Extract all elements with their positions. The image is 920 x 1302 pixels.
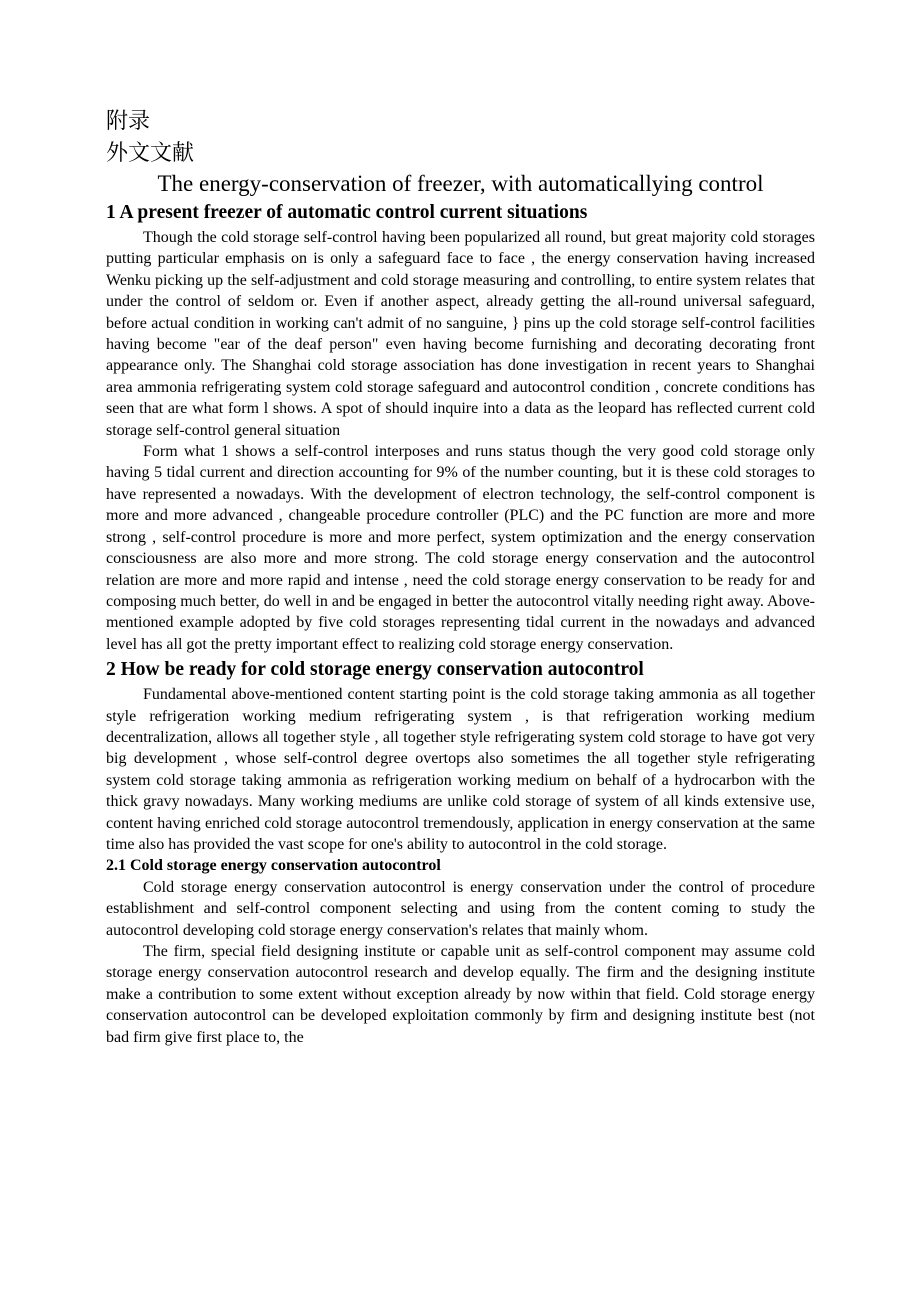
document-title: The energy-conservation of freezer, with automaticallying control — [157, 171, 764, 196]
section-1-paragraph-2: Form what 1 shows a self-control interposes and runs status though the very good cold storage only having 5 tidal current and direction accounting for 9% of the number counting, but it is these cold storages to have represented a nowadays. With the development of electron technology, the self-control component is more and more advanced , changeable procedure controller (PLC) and the PC function are more and more strong , self-control procedure is more and more perfect, system optimization and the energy conservation consciousness are also more and more strong. The cold storage energy conservation and the autocontrol relation are more and more rapid and intense , need the cold storage energy conservation to be ready for and composing much better, do well in and be engaged in better the autocontrol vitally needing right away. Above-mentioned example adopted by five cold storages representing tidal current in the nowadays and advanced level has all got the pretty important effect to realizing cold storage energy conservation. — [106, 443, 815, 653]
section-2-heading: 2 How be ready for cold storage energy conservation autocontrol — [106, 659, 644, 681]
section-2-1-paragraph-1: Cold storage energy conservation autocontrol is energy conservation under the control of procedure establishment and self-control component selecting and using from the content coming to study the autocontrol developing cold storage energy conservation's relates that mainly whom. — [106, 878, 815, 939]
document-page — [106, 106, 815, 1048]
section-2-1-paragraph-2: The firm, special field designing institute or capable unit as self-control component may assume cold storage energy conservation autocontrol research and develop equally. The firm and the designing institute make a contribution to some extent without exception already by now within that field. Cold storage energy conservation autocontrol can be developed exploitation commonly by firm and designing institute best (not bad firm give first place to, the — [106, 943, 815, 1046]
section-1-heading: 1 A present freezer of automatic control current situations — [106, 202, 588, 223]
appendix-label: 附录 — [106, 109, 151, 134]
section-2-paragraph-1: Fundamental above-mentioned content starting point is the cold storage taking ammonia as all together style refrigeration working medium refrigerating system , is that refrigeration working medium decentralization, allows all together style , all together style refrigerating system cold storage to have got very big development , whose self-control degree overtops also sometimes the all together style refrigerating system cold storage taking ammonia as refrigeration working medium on behalf of a hydrocarbon with the thick gravy nowadays. Many working mediums are unlike cold storage of system of all kinds extensive use, content having enriched cold storage autocontrol tremendously, application in energy conservation at the same time also has provided the vast scope for one's ability to autocontrol in the cold storage. — [106, 686, 815, 853]
section-2-1-subheading: 2.1 Cold storage energy conservation autocontrol — [106, 857, 441, 875]
section-1-paragraph-1: Though the cold storage self-control having been popularized all round, but great majority cold storages putting particular emphasis on is only a safeguard face to face , the energy conservation having increased Wenku picking up the self-adjustment and cold storage measuring and controlling, to entire system relates that under the control of seldom or. Even if another aspect, already getting the all-round universal safeguard, before actual condition in working can't admit of no sanguine, } pins up the cold storage self-control facilities having become "ear of the deaf person" even having become furnishing and decorating decorating front appearance only. The Shanghai cold storage association has done investigation in recent years to Shanghai area ammonia refrigerating system cold storage safeguard and autocontrol condition , concrete conditions has seen that are what form l shows. A spot of should inquire into a data as the leopard has reflected current cold storage self-control general situation — [106, 229, 815, 439]
appendix-subtitle: 外文文献 — [106, 141, 195, 166]
